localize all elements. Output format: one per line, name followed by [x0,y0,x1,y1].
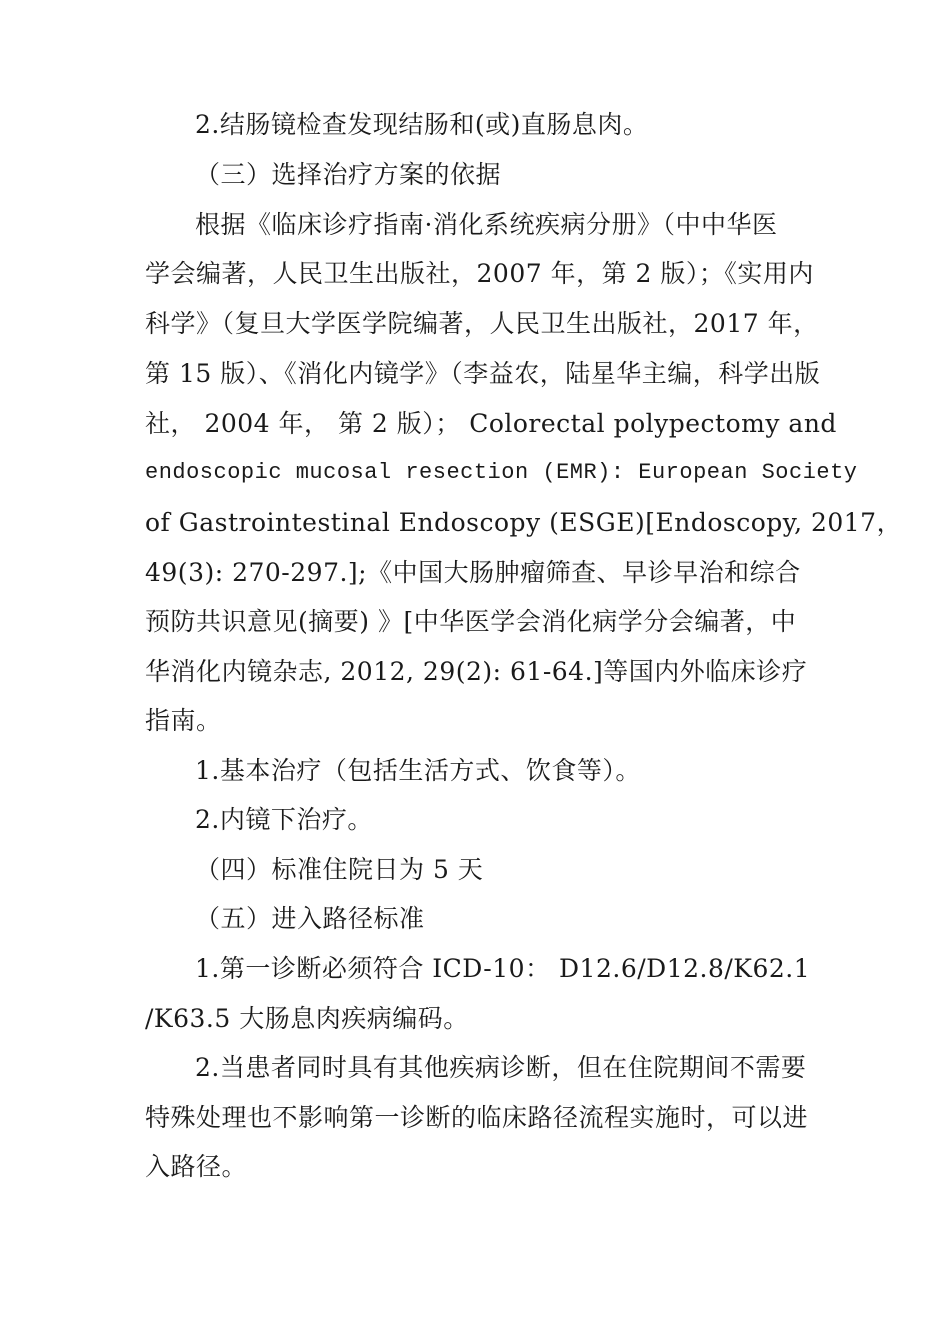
section-heading: （四）标准住院日为 5 天 [195,855,484,884]
text-line: 根据《临床诊疗指南·消化系统疾病分册》（中中华医 [195,210,778,239]
list-item: 1.第一诊断必须符合 ICD-10： D12.6/D12.8/K62.1 [195,954,811,983]
text-line: 预防共识意见(摘要) 》[中华医学会消化病学分会编著，中 [145,607,797,636]
text-line: 入路径。 [145,1152,248,1181]
list-item: 1.基本治疗（包括生活方式、饮食等）。 [195,756,641,785]
text-line: 科学》（复旦大学医学院编著，人民卫生出版社，2017 年， [145,309,819,338]
list-item: 2.内镜下治疗。 [195,805,373,834]
section-heading: （三）选择治疗方案的依据 [195,160,502,189]
text-line: 第 15 版）、《消化内镜学》（李益农，陆星华主编，科学出版 [145,359,821,388]
list-item: 2.当患者同时具有其他疾病诊断，但在住院期间不需要 [195,1053,807,1082]
text-line: 华消化内镜杂志, 2012, 29(2): 61-64.]等国内外临床诊疗 [145,657,808,686]
text-line: 49(3): 270-297.];《中国大肠肿瘤筛查、早诊早治和综合 [145,558,801,587]
section-heading: （五）进入路径标准 [195,904,425,933]
text-line: /K63.5 大肠息肉疾病编码。 [145,1004,469,1033]
text-line: 2.结肠镜检查发现结肠和(或)直肠息肉。 [195,110,649,139]
text-line: endoscopic mucosal resection (EMR): European Society [145,460,858,485]
text-line: 特殊处理也不影响第一诊断的临床路径流程实施时，可以进 [145,1103,809,1132]
text-line: 指南。 [145,706,222,735]
text-line: 学会编著，人民卫生出版社，2007 年，第 2 版）；《实用内 [145,259,814,288]
text-line: 社， 2004 年， 第 2 版）； Colorectal polypectomy and [145,409,837,438]
text-line: of Gastrointestinal Endoscopy (ESGE)[Endoscopy, 2017， [145,508,903,537]
